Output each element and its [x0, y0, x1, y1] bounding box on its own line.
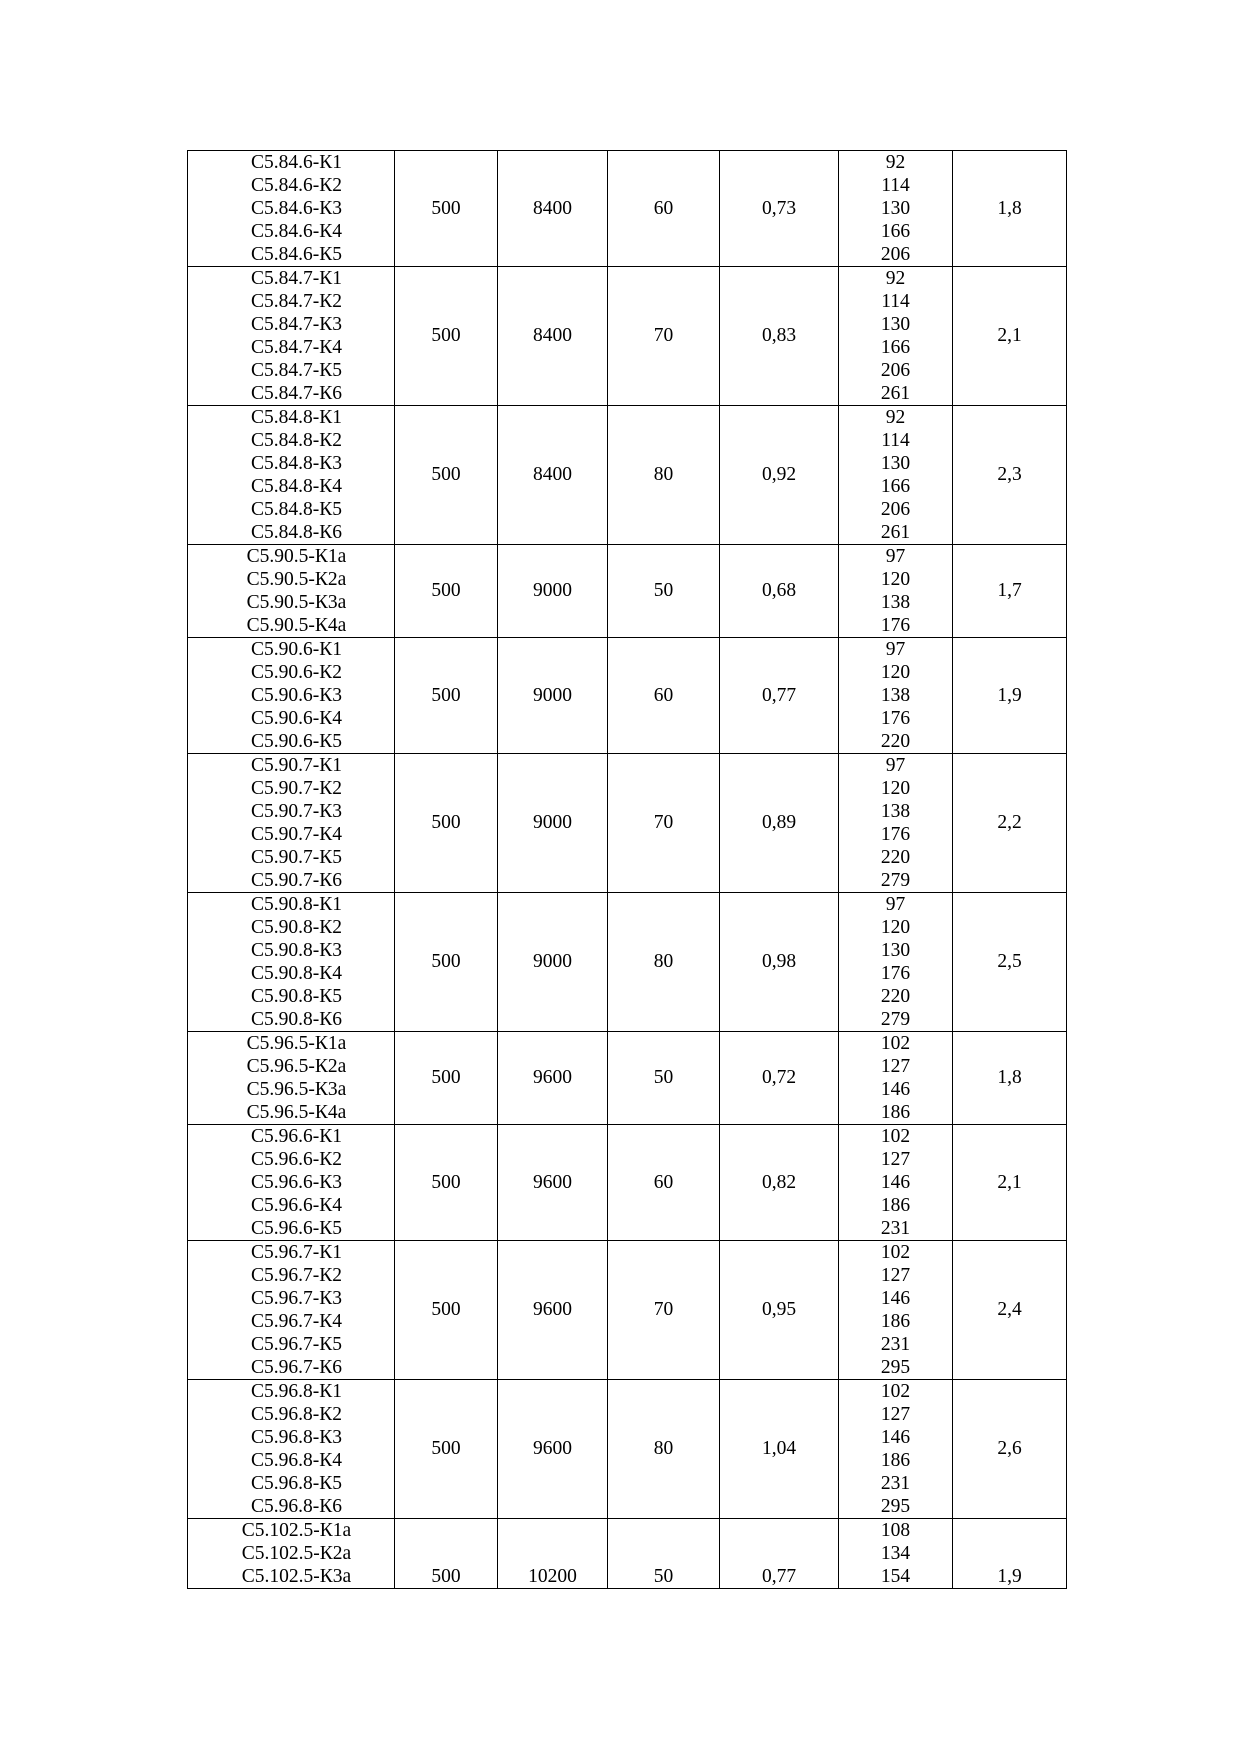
load-value: 138 [880, 592, 911, 613]
mass-cell: 1,7 [953, 545, 1067, 638]
load-value: 138 [880, 801, 911, 822]
mass-cell: 1,9 [953, 638, 1067, 754]
item-name: С5.90.7-К2 [250, 778, 342, 799]
item-name: С5.84.8-К1 [250, 407, 342, 428]
item-name: С5.84.7-К1 [250, 268, 342, 289]
load-value: 231 [880, 1334, 911, 1355]
load-value: 120 [880, 917, 911, 938]
length-cell: 8400 [498, 151, 608, 267]
load-value: 295 [880, 1496, 911, 1517]
loads-cell [839, 545, 953, 638]
height-cell: 50 [608, 1519, 720, 1589]
volume-cell: 1,04 [720, 1380, 839, 1519]
item-names-cell [188, 1519, 395, 1589]
load-value: 127 [880, 1056, 911, 1077]
item-name: С5.84.8-К4 [250, 476, 342, 497]
length-cell: 9000 [498, 638, 608, 754]
item-name: С5.90.7-К3 [250, 801, 342, 822]
volume-cell: 0,89 [720, 754, 839, 893]
item-name: С5.90.6-К1 [250, 639, 342, 660]
mass-cell: 1,8 [953, 151, 1067, 267]
item-name: С5.96.6-К3 [250, 1172, 342, 1193]
volume-cell: 0,68 [720, 545, 839, 638]
height-cell: 80 [608, 893, 720, 1032]
item-name: С5.96.7-К1 [250, 1242, 342, 1263]
loads-cell [839, 1380, 953, 1519]
table-row [188, 406, 1067, 545]
width-cell: 500 [395, 1519, 498, 1589]
load-value: 130 [880, 453, 911, 474]
load-value: 130 [880, 314, 911, 335]
load-value: 97 [885, 639, 906, 660]
item-name: С5.90.6-К5 [250, 731, 342, 752]
item-names-cell [188, 545, 395, 638]
item-name: С5.96.8-К5 [250, 1473, 342, 1494]
width-cell: 500 [395, 1032, 498, 1125]
volume-cell: 0,98 [720, 893, 839, 1032]
load-value: 97 [885, 894, 906, 915]
width-cell: 500 [395, 754, 498, 893]
item-name: С5.96.8-К4 [250, 1450, 342, 1471]
mass-cell: 2,1 [953, 267, 1067, 406]
length-cell: 9000 [498, 754, 608, 893]
load-value: 120 [880, 662, 911, 683]
item-name: С5.96.5-К1а [246, 1033, 347, 1054]
length-cell: 8400 [498, 406, 608, 545]
width-cell: 500 [395, 267, 498, 406]
loads-cell [839, 754, 953, 893]
load-value: 134 [880, 1543, 911, 1564]
item-names-cell [188, 754, 395, 893]
load-value: 186 [880, 1311, 911, 1332]
load-value: 114 [881, 430, 910, 451]
load-value: 166 [880, 476, 911, 497]
item-name: С5.96.8-К3 [250, 1427, 342, 1448]
item-name: С5.84.6-К3 [250, 198, 342, 219]
width-cell: 500 [395, 1241, 498, 1380]
table-row [188, 893, 1067, 1032]
item-name: С5.84.6-К2 [250, 175, 342, 196]
length-cell: 9000 [498, 545, 608, 638]
load-value: 138 [880, 685, 911, 706]
load-value: 261 [880, 383, 911, 404]
load-value: 166 [880, 337, 911, 358]
item-name: С5.84.7-К5 [250, 360, 342, 381]
load-value: 176 [880, 708, 911, 729]
length-cell: 8400 [498, 267, 608, 406]
load-value: 206 [880, 499, 911, 520]
item-name: С5.84.8-К5 [250, 499, 342, 520]
load-value: 92 [885, 152, 906, 173]
load-value: 166 [880, 221, 911, 242]
load-value: 102 [880, 1033, 911, 1054]
volume-cell: 0,92 [720, 406, 839, 545]
item-name: С5.90.6-К3 [250, 685, 342, 706]
item-name: С5.90.8-К4 [250, 963, 342, 984]
load-value: 97 [885, 755, 906, 776]
loads-cell [839, 638, 953, 754]
table-row [188, 151, 1067, 267]
volume-cell: 0,95 [720, 1241, 839, 1380]
item-name: С5.84.7-К3 [250, 314, 342, 335]
item-name: С5.96.5-К4а [246, 1102, 347, 1123]
item-name: С5.96.6-К5 [250, 1218, 342, 1239]
height-cell: 80 [608, 1380, 720, 1519]
load-value: 176 [880, 963, 911, 984]
mass-cell: 2,4 [953, 1241, 1067, 1380]
item-name: С5.96.8-К1 [250, 1381, 342, 1402]
loads-cell [839, 1241, 953, 1380]
item-name: С5.90.5-К2а [246, 569, 347, 590]
item-name: С5.84.7-К4 [250, 337, 342, 358]
item-name: С5.90.7-К6 [250, 870, 342, 891]
item-names-cell [188, 1032, 395, 1125]
item-name: С5.84.7-К2 [250, 291, 342, 312]
loads-cell [839, 267, 953, 406]
item-name: С5.96.5-К2а [246, 1056, 347, 1077]
volume-cell: 0,83 [720, 267, 839, 406]
table-row [188, 1125, 1067, 1241]
length-cell: 9600 [498, 1032, 608, 1125]
item-names-cell [188, 267, 395, 406]
loads-cell [839, 893, 953, 1032]
height-cell: 70 [608, 1241, 720, 1380]
load-value: 220 [880, 986, 911, 1007]
volume-cell: 0,82 [720, 1125, 839, 1241]
item-names-cell [188, 893, 395, 1032]
load-value: 146 [880, 1172, 911, 1193]
loads-cell [839, 1125, 953, 1241]
item-name: С5.90.5-К3а [246, 592, 347, 613]
height-cell: 60 [608, 1125, 720, 1241]
height-cell: 70 [608, 754, 720, 893]
height-cell: 80 [608, 406, 720, 545]
load-value: 120 [880, 778, 911, 799]
load-value: 146 [880, 1288, 911, 1309]
loads-cell [839, 1519, 953, 1589]
item-name: С5.90.8-К1 [250, 894, 342, 915]
load-value: 186 [880, 1102, 911, 1123]
width-cell: 500 [395, 545, 498, 638]
mass-cell: 2,5 [953, 893, 1067, 1032]
item-name: С5.84.8-К3 [250, 453, 342, 474]
item-name: С5.96.6-К2 [250, 1149, 342, 1170]
item-name: С5.84.6-К1 [250, 152, 342, 173]
length-cell: 9600 [498, 1380, 608, 1519]
item-name: С5.90.6-К2 [250, 662, 342, 683]
load-value: 279 [880, 870, 911, 891]
volume-cell: 0,73 [720, 151, 839, 267]
load-value: 231 [880, 1473, 911, 1494]
height-cell: 60 [608, 638, 720, 754]
load-value: 206 [880, 244, 911, 265]
item-name: С5.96.7-К4 [250, 1311, 342, 1332]
load-value: 146 [880, 1427, 911, 1448]
width-cell: 500 [395, 406, 498, 545]
load-value: 114 [881, 291, 910, 312]
load-value: 127 [880, 1149, 911, 1170]
load-value: 261 [880, 522, 911, 543]
table-row [188, 1519, 1067, 1589]
item-name: С5.84.6-К4 [250, 221, 342, 242]
load-value: 220 [880, 847, 911, 868]
table-row [188, 545, 1067, 638]
item-name: С5.90.8-К2 [250, 917, 342, 938]
load-value: 295 [880, 1357, 911, 1378]
load-value: 120 [880, 569, 911, 590]
mass-cell: 2,1 [953, 1125, 1067, 1241]
load-value: 186 [880, 1195, 911, 1216]
item-name: С5.90.7-К4 [250, 824, 342, 845]
item-name: С5.96.5-К3а [246, 1079, 347, 1100]
width-cell: 500 [395, 893, 498, 1032]
item-names-cell [188, 1380, 395, 1519]
loads-cell [839, 151, 953, 267]
item-name: С5.90.8-К3 [250, 940, 342, 961]
table-body [188, 151, 1067, 1589]
item-names-cell [188, 638, 395, 754]
item-name: С5.102.5-К2а [241, 1543, 352, 1564]
item-name: С5.90.5-К4а [246, 615, 347, 636]
height-cell: 60 [608, 151, 720, 267]
height-cell: 50 [608, 545, 720, 638]
load-value: 102 [880, 1242, 911, 1263]
length-cell: 10200 [498, 1519, 608, 1589]
load-value: 114 [881, 175, 910, 196]
load-value: 146 [880, 1079, 911, 1100]
load-value: 127 [880, 1404, 911, 1425]
loads-cell [839, 406, 953, 545]
item-name: С5.96.8-К6 [250, 1496, 342, 1517]
width-cell: 500 [395, 638, 498, 754]
volume-cell: 0,77 [720, 1519, 839, 1589]
load-value: 154 [880, 1566, 911, 1587]
item-name: С5.96.6-К1 [250, 1126, 342, 1147]
load-value: 102 [880, 1126, 911, 1147]
load-value: 108 [880, 1520, 911, 1541]
load-value: 186 [880, 1450, 911, 1471]
height-cell: 50 [608, 1032, 720, 1125]
width-cell: 500 [395, 1125, 498, 1241]
load-value: 92 [885, 268, 906, 289]
item-name: С5.84.8-К2 [250, 430, 342, 451]
load-value: 127 [880, 1265, 911, 1286]
item-names-cell [188, 1125, 395, 1241]
item-name: С5.102.5-К1а [241, 1520, 352, 1541]
item-names-cell [188, 151, 395, 267]
table-row [188, 754, 1067, 893]
table-row [188, 1032, 1067, 1125]
item-name: С5.96.7-К3 [250, 1288, 342, 1309]
item-name: С5.96.7-К6 [250, 1357, 342, 1378]
width-cell: 500 [395, 1380, 498, 1519]
load-value: 130 [880, 198, 911, 219]
mass-cell: 1,9 [953, 1519, 1067, 1589]
mass-cell: 2,6 [953, 1380, 1067, 1519]
item-name: С5.96.8-К2 [250, 1404, 342, 1425]
item-name: С5.90.7-К1 [250, 755, 342, 776]
load-value: 97 [885, 546, 906, 567]
load-value: 102 [880, 1381, 911, 1402]
load-value: 176 [880, 615, 911, 636]
load-value: 279 [880, 1009, 911, 1030]
item-name: С5.96.7-К5 [250, 1334, 342, 1355]
height-cell: 70 [608, 267, 720, 406]
length-cell: 9000 [498, 893, 608, 1032]
item-name: С5.96.7-К2 [250, 1265, 342, 1286]
mass-cell: 2,3 [953, 406, 1067, 545]
load-value: 206 [880, 360, 911, 381]
item-name: С5.102.5-К3а [241, 1566, 352, 1587]
item-name: С5.96.6-К4 [250, 1195, 342, 1216]
mass-cell: 1,8 [953, 1032, 1067, 1125]
mass-cell: 2,2 [953, 754, 1067, 893]
loads-cell [839, 1032, 953, 1125]
item-name: С5.84.7-К6 [250, 383, 342, 404]
item-name: С5.90.7-К5 [250, 847, 342, 868]
table-row [188, 1380, 1067, 1519]
volume-cell: 0,72 [720, 1032, 839, 1125]
load-value: 92 [885, 407, 906, 428]
item-names-cell [188, 406, 395, 545]
item-name: С5.90.8-К5 [250, 986, 342, 1007]
length-cell: 9600 [498, 1241, 608, 1380]
table-row [188, 638, 1067, 754]
item-name: С5.90.5-К1а [246, 546, 347, 567]
table-row [188, 1241, 1067, 1380]
item-name: С5.90.8-К6 [250, 1009, 342, 1030]
load-value: 130 [880, 940, 911, 961]
load-value: 176 [880, 824, 911, 845]
item-name: С5.84.8-К6 [250, 522, 342, 543]
length-cell: 9600 [498, 1125, 608, 1241]
table-row [188, 267, 1067, 406]
volume-cell: 0,77 [720, 638, 839, 754]
load-value: 220 [880, 731, 911, 752]
specification-table [187, 150, 1067, 1589]
width-cell: 500 [395, 151, 498, 267]
item-name: С5.84.6-К5 [250, 244, 342, 265]
load-value: 231 [880, 1218, 911, 1239]
item-name: С5.90.6-К4 [250, 708, 342, 729]
item-names-cell [188, 1241, 395, 1380]
